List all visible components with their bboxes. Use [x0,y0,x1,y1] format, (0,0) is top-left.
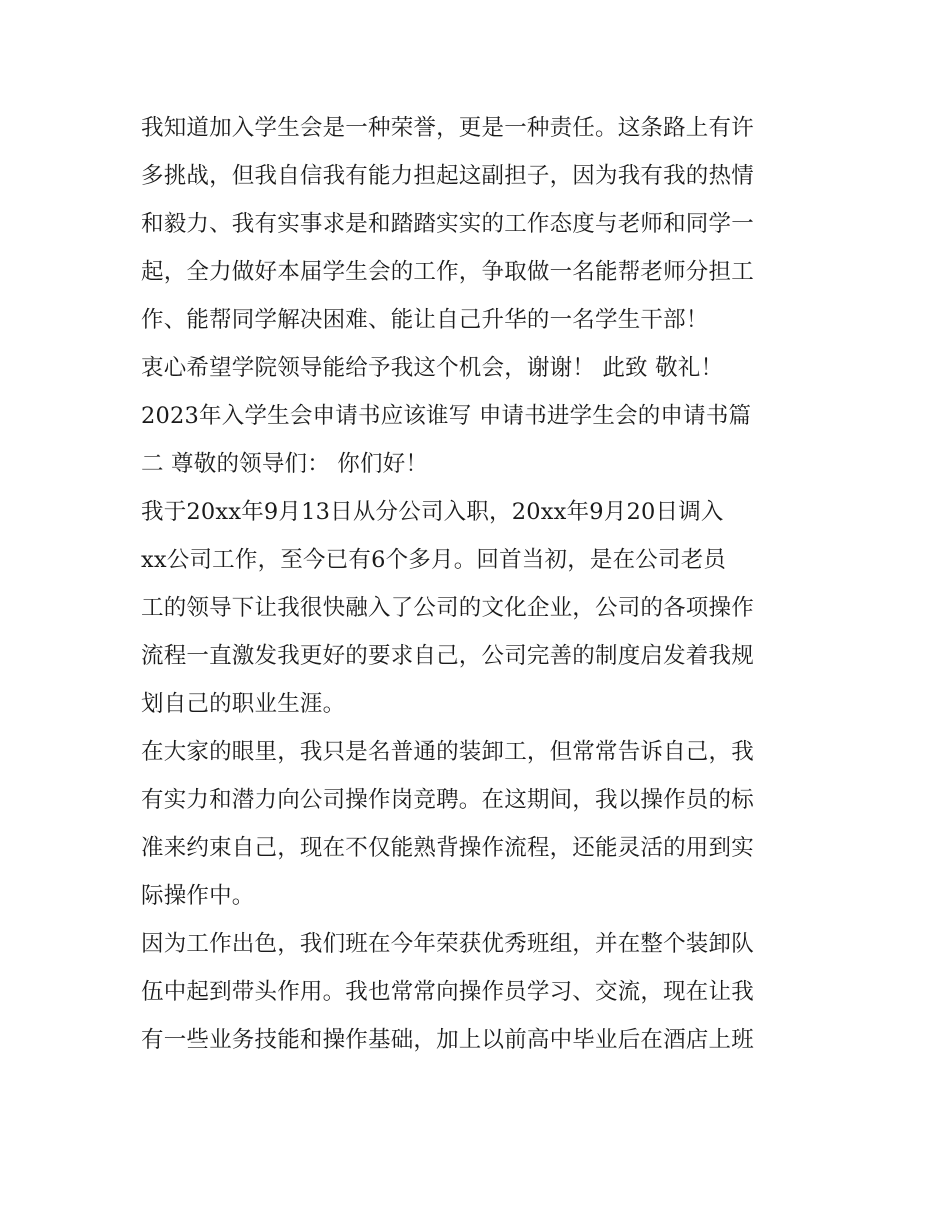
text-line: 在大家的眼里，我只是名普通的装卸工，但常常告诉自己，我 [141,739,754,765]
text-line: 际操作中。 [141,883,255,909]
text-line: 我知道加入学生会是一种荣誉，更是一种责任。这条路上有许 [141,115,754,141]
text-line: 因为工作出色，我们班在今年荣获优秀班组，并在整个装卸队 [141,931,754,957]
text-line: 流程一直激发我更好的要求自己，公司完善的制度启发着我规 [141,643,754,669]
text-line: 2023年入学生会申请书应该谁写 申请书进学生会的申请书篇 [141,403,752,429]
text-line: 衷心希望学院领导能给予我这个机会，谢谢！ 此致 敬礼！ [141,355,724,381]
text-line: 多挑战，但我自信我有能力担起这副担子，因为我有我的热情 [141,163,754,189]
text-line: 工的领导下让我很快融入了公司的文化企业，公司的各项操作 [141,595,754,621]
text-line: 作、能帮同学解决困难、能让自己升华的一名学生干部！ [141,307,709,333]
text-line: 起，全力做好本届学生会的工作，争取做一名能帮老师分担工 [141,259,754,285]
text-line: 二 尊敬的领导们： 你们好！ [141,451,429,477]
document-body [141,104,821,1064]
text-line: 准来约束自己，现在不仅能熟背操作流程，还能灵活的用到实 [141,835,754,861]
text-line: 有实力和潜力向公司操作岗竞聘。在这期间，我以操作员的标 [141,787,754,813]
text-line: 有一些业务技能和操作基础，加上以前高中毕业后在酒店上班 [141,1027,754,1053]
text-line: 伍中起到带头作用。我也常常向操作员学习、交流，现在让我 [141,979,754,1005]
text-line: 划自己的职业生涯。 [141,691,346,717]
text-line: 我于20xx年9月13日从分公司入职，20xx年9月20日调入 [141,499,724,525]
text-line: 和毅力、我有实事求是和踏踏实实的工作态度与老师和同学一 [141,211,754,237]
text-line: xx公司工作，至今已有6个多月。回首当初，是在公司老员 [141,547,727,573]
